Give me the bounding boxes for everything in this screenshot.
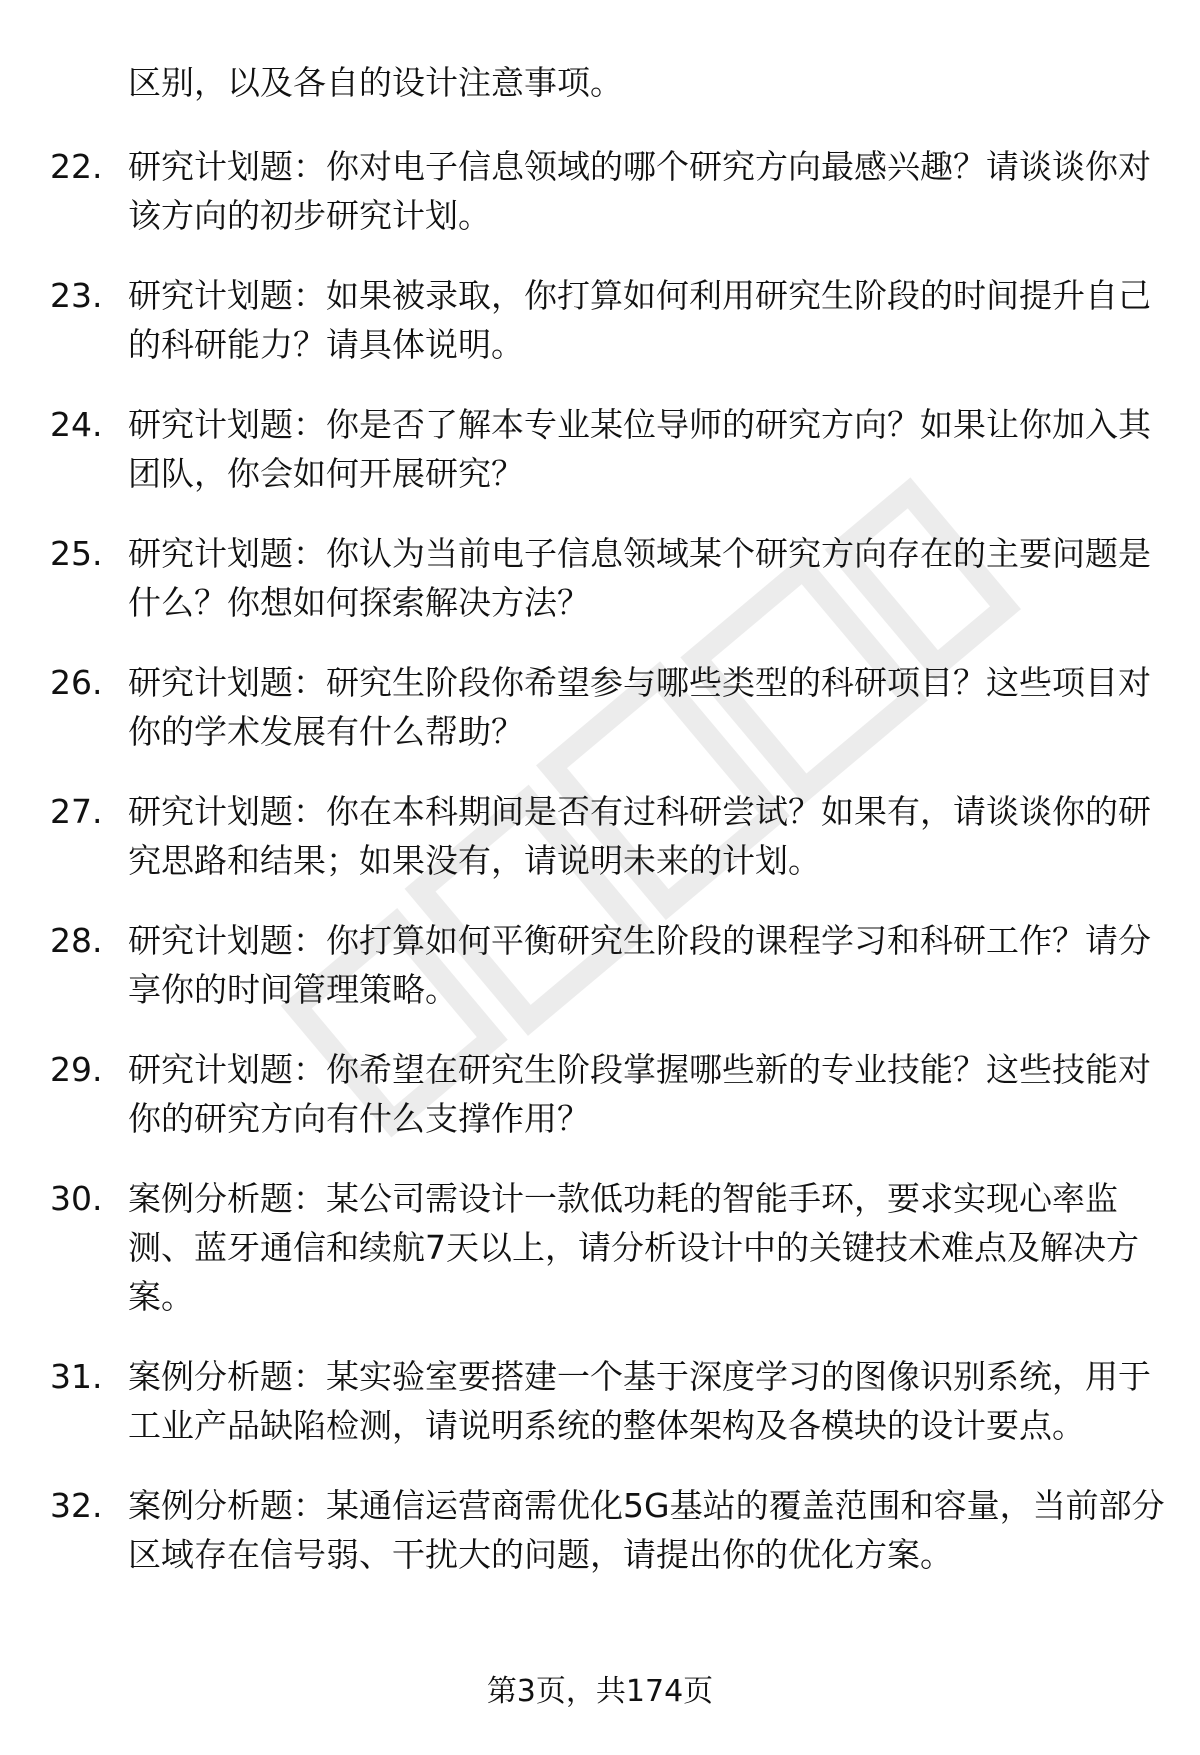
question-number: 22.	[50, 147, 103, 186]
question-text: 研究计划题：如果被录取，你打算如何利用研究生阶段的时间提升自己的科研能力？请具体说明。	[128, 276, 1151, 364]
question-text: 案例分析题：某通信运营商需优化5G基站的覆盖范围和容量，当前部分区域存在信号弱、干扰大的问题，请提出你的优化方案。	[128, 1486, 1165, 1574]
list-item	[0, 916, 1168, 1014]
question-text: 研究计划题：你是否了解本专业某位导师的研究方向？如果让你加入其团队，你会如何开展研究？	[128, 405, 1151, 493]
list-item	[0, 271, 1168, 369]
question-text: 研究计划题：你在本科期间是否有过科研尝试？如果有，请谈谈你的研究思路和结果；如果没有，请说明未来的计划。	[128, 792, 1151, 880]
question-number: 26.	[50, 663, 103, 702]
question-list	[0, 142, 1200, 1610]
question-number: 25.	[50, 534, 103, 573]
list-item	[0, 400, 1168, 498]
question-number: 23.	[50, 276, 103, 315]
question-number: 28.	[50, 921, 103, 960]
question-text: 研究计划题：你认为当前电子信息领域某个研究方向存在的主要问题是什么？你想如何探索解决方法？	[128, 534, 1151, 622]
question-number: 32.	[50, 1486, 103, 1525]
list-item	[0, 529, 1168, 627]
question-text: 研究计划题：你打算如何平衡研究生阶段的课程学习和科研工作？请分享你的时间管理策略。	[128, 921, 1151, 1009]
question-number: 24.	[50, 405, 103, 444]
list-item	[0, 1045, 1168, 1143]
question-text: 研究计划题：你对电子信息领域的哪个研究方向最感兴趣？请谈谈你对该方向的初步研究计划。	[128, 147, 1151, 235]
page-footer: 第3页，共174页	[486, 1674, 714, 1709]
list-item	[0, 1481, 1168, 1579]
list-item	[0, 142, 1168, 240]
question-text: 案例分析题：某公司需设计一款低功耗的智能手环，要求实现心率监测、蓝牙通信和续航7天以上，请分析设计中的关键技术难点及解决方案。	[128, 1179, 1139, 1316]
question-number: 29.	[50, 1050, 103, 1089]
question-number: 27.	[50, 792, 103, 831]
list-item	[0, 1174, 1168, 1321]
question-text: 案例分析题：某实验室要搭建一个基于深度学习的图像识别系统，用于工业产品缺陷检测，请说明系统的整体架构及各模块的设计要点。	[128, 1357, 1151, 1445]
question-number: 30.	[50, 1179, 103, 1218]
question-text: 研究计划题：研究生阶段你希望参与哪些类型的科研项目？这些项目对你的学术发展有什么帮助？	[128, 663, 1151, 751]
continuation-text: 区别，以及各自的设计注意事项。	[128, 63, 623, 102]
list-item	[0, 787, 1168, 885]
list-item	[0, 658, 1168, 756]
question-number: 31.	[50, 1357, 103, 1396]
question-text: 研究计划题：你希望在研究生阶段掌握哪些新的专业技能？这些技能对你的研究方向有什么支撑作用？	[128, 1050, 1151, 1138]
list-item	[0, 1352, 1168, 1450]
